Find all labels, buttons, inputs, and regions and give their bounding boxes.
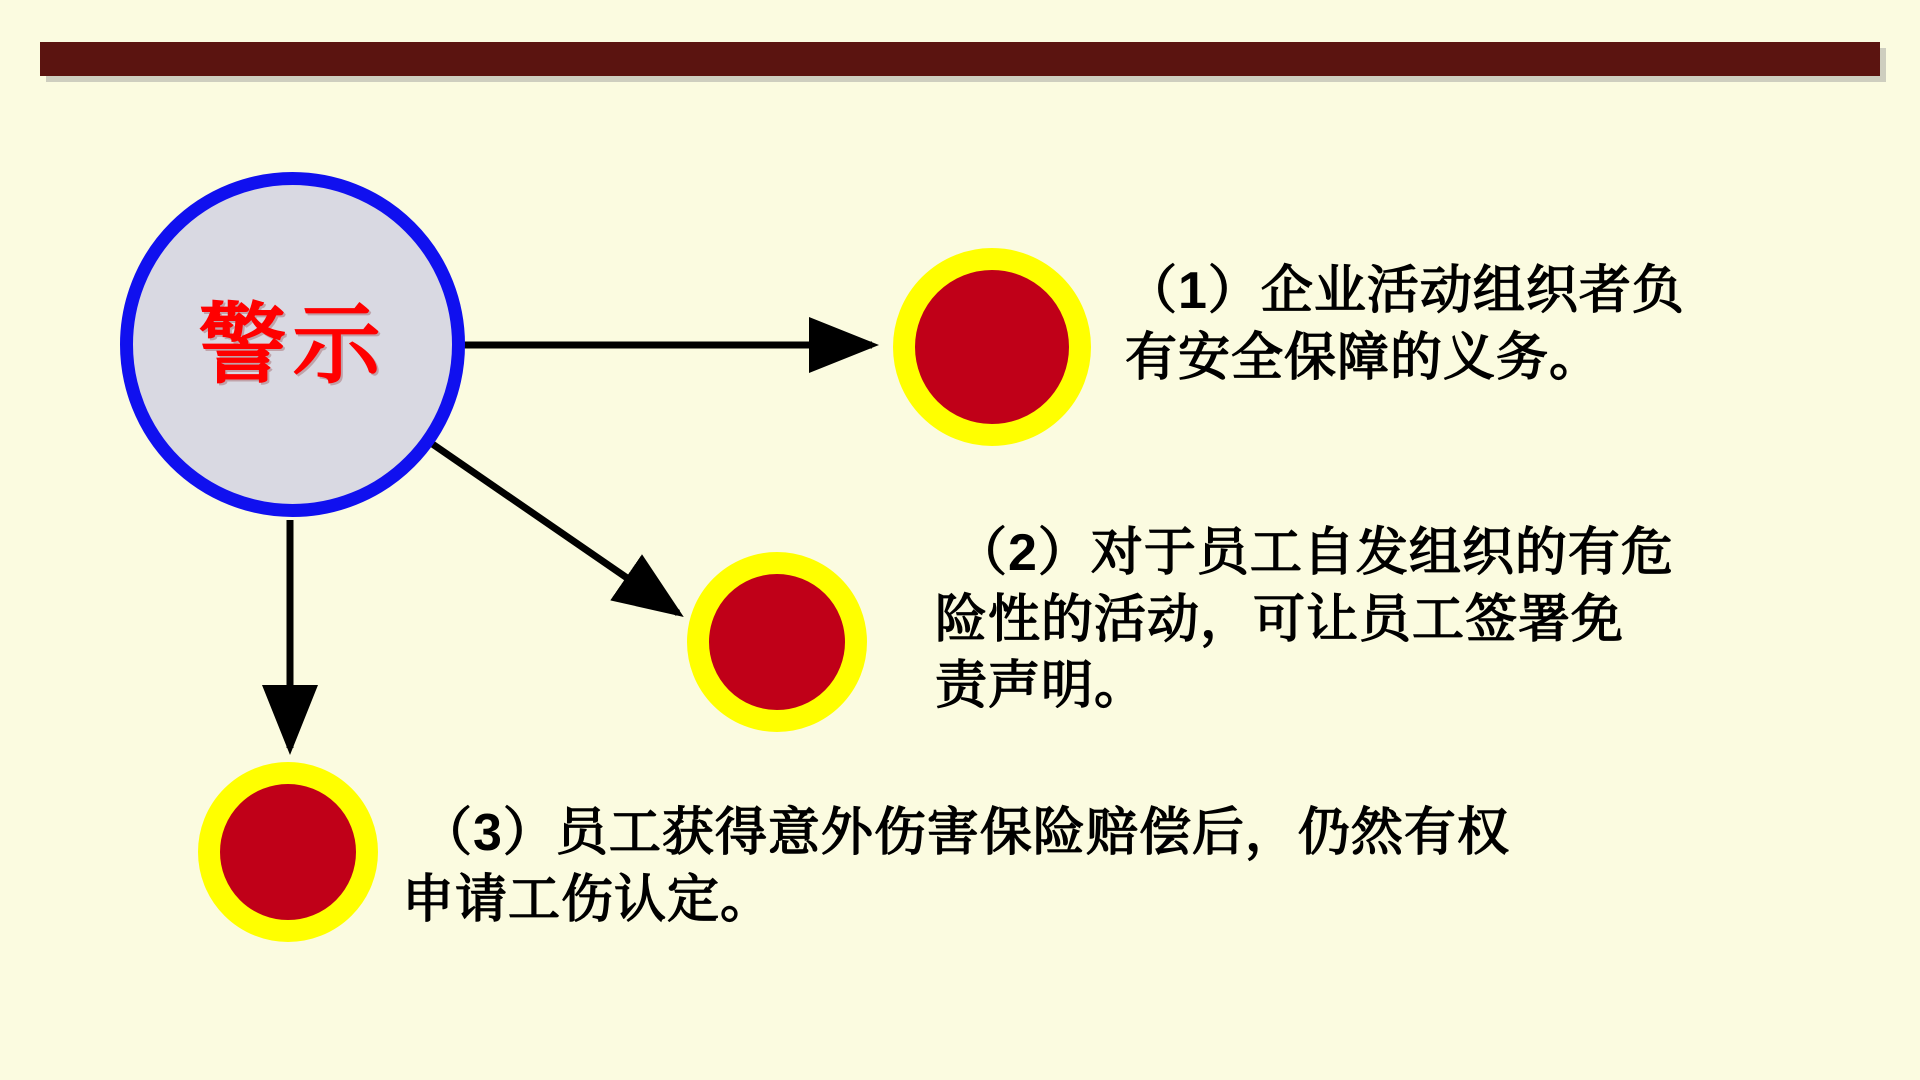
arrow-to-bullet-2-line <box>415 432 678 613</box>
item-2-line-2: 险性的活动，可让员工签署免 <box>935 590 1625 649</box>
item-2-line-1: （2）对于员工自发组织的有危 <box>955 524 1674 582</box>
bullet-1 <box>893 248 1091 446</box>
bullet-2 <box>687 552 867 732</box>
item-2-text <box>935 520 1815 720</box>
item-1-line-1: （1）企业活动组织者负 <box>1125 262 1685 320</box>
item-1-text <box>1125 258 1865 391</box>
item-3-line-1: （3）员工获得意外伤害保险赔偿后，仍然有权 <box>420 804 1510 862</box>
warning-node-label: 警示 <box>198 294 387 394</box>
bullet-3 <box>198 762 378 942</box>
item-3-line-2: 申请工伤认定。 <box>402 870 774 929</box>
decorative-top-bar <box>40 42 1880 76</box>
warning-node <box>120 172 465 517</box>
item-2-line-3: 责声明。 <box>935 657 1148 716</box>
item-1-line-2: 有安全保障的义务。 <box>1125 328 1603 387</box>
item-3-text <box>402 800 1840 933</box>
